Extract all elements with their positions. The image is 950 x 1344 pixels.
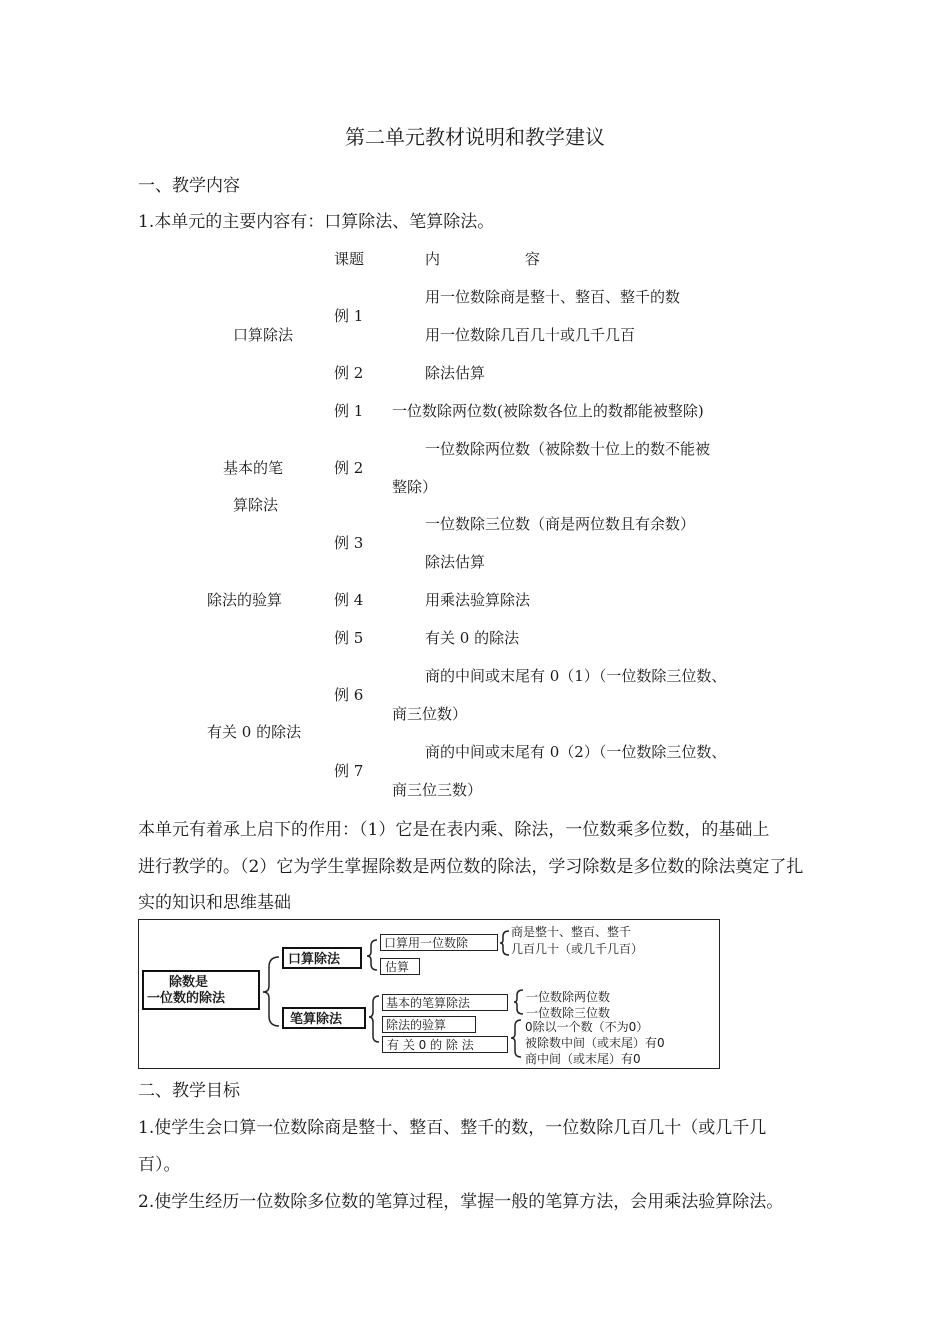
zero-label: 有 关 0 的 除 法: [387, 1038, 474, 1052]
content-cell: 一位数除两位数（被除数十位上的数不能被: [425, 440, 711, 458]
category-oral: 口算除法: [233, 326, 294, 344]
written-label: 笔算除法: [290, 1012, 343, 1027]
example-label: 例 1: [334, 307, 364, 325]
header-content: 内: [425, 250, 441, 268]
content-cell: 一位数除两位数(被除数各位上的数都能被整除): [392, 402, 704, 420]
section-heading-goals: 二、教学目标: [138, 1081, 240, 1101]
content-cell: 商三位三数）: [392, 781, 483, 799]
basic-label: 基本的笔算除法: [386, 996, 471, 1010]
example-label: 例 5: [334, 629, 364, 647]
goal-item-2: 2.使学生经历一位数除多位数的笔算过程，掌握一般的笔算方法，会用乘法验算除法。: [138, 1192, 784, 1212]
example-label: 例 6: [334, 686, 364, 704]
paragraph-line: 本单元有着承上启下的作用：（1）它是在表内乘、除法，一位数乘多位数，的基础上: [138, 820, 770, 840]
oral-leaf: 商是整十、整百、整千: [511, 925, 632, 939]
content-cell: 用乘法验算除法: [425, 591, 531, 609]
content-cell: 除法估算: [425, 553, 486, 571]
example-label: 例 2: [334, 459, 364, 477]
goal-item-1-line2: 百）。: [138, 1155, 181, 1175]
goal-item-1-line1: 1.使学生会口算一位数除商是整十、整百、整千的数，一位数除几百几十（或几千几: [138, 1118, 767, 1138]
basic-leaf: 一位数除三位数: [526, 1006, 611, 1020]
oral-leaf: 几百几十（或几千几百）: [511, 942, 644, 956]
basic-leaf: 一位数除两位数: [526, 990, 611, 1004]
oral-sub-label: 口算用一位数除: [384, 936, 469, 950]
intro-line: 1.本单元的主要内容有：口算除法、笔算除法。: [138, 212, 495, 232]
category-written-line1: 基本的笔: [223, 459, 284, 477]
category-check: 除法的验算: [207, 591, 283, 609]
example-label: 例 2: [334, 364, 364, 382]
paragraph-line: 实的知识和思维基础: [138, 893, 291, 913]
content-cell: 商的中间或末尾有 0（2）（一位数除三位数、: [425, 743, 727, 761]
example-label: 例 7: [334, 762, 364, 780]
paragraph-line: 进行教学的。（2）它为学生掌握除数是两位数的除法，学习除数是多位数的除法奠定了扎: [138, 857, 804, 877]
header-topic: 课题: [334, 250, 365, 268]
root-label-line2: 一位数的除法: [147, 991, 226, 1006]
example-label: 例 3: [334, 534, 364, 552]
zero-leaf: 0除以一个数（不为0）: [525, 1020, 649, 1034]
check-label: 除法的验算: [386, 1018, 447, 1032]
zero-leaf: 商中间（或末尾）有0: [525, 1052, 641, 1066]
estimate-label: 估算: [385, 960, 410, 974]
content-cell: 除法估算: [425, 364, 486, 382]
example-label: 例 1: [334, 402, 364, 420]
content-cell: 用一位数除商是整十、整百、整千的数: [425, 288, 681, 306]
header-content-2: 容: [525, 250, 541, 268]
section-heading-content: 一、教学内容: [138, 176, 240, 196]
content-cell: 整除）: [392, 478, 438, 496]
structure-diagram: [138, 919, 720, 1069]
content-cell: 商三位数）: [392, 705, 468, 723]
content-cell: 商的中间或末尾有 0（1）（一位数除三位数、: [425, 667, 727, 685]
example-label: 例 4: [334, 591, 364, 609]
category-written-line2: 算除法: [233, 496, 279, 514]
content-cell: 用一位数除几百几十或几千几百: [425, 326, 636, 344]
root-label-line1: 除数是: [169, 975, 209, 990]
oral-label: 口算除法: [288, 952, 341, 967]
category-zero: 有关 0 的除法: [207, 723, 302, 741]
page-title: 第二单元教材说明和教学建议: [345, 125, 605, 149]
zero-leaf: 被除数中间（或末尾）有0: [525, 1036, 665, 1050]
content-cell: 有关 0 的除法: [425, 629, 520, 647]
content-cell: 一位数除三位数（商是两位数且有余数）: [425, 515, 696, 533]
